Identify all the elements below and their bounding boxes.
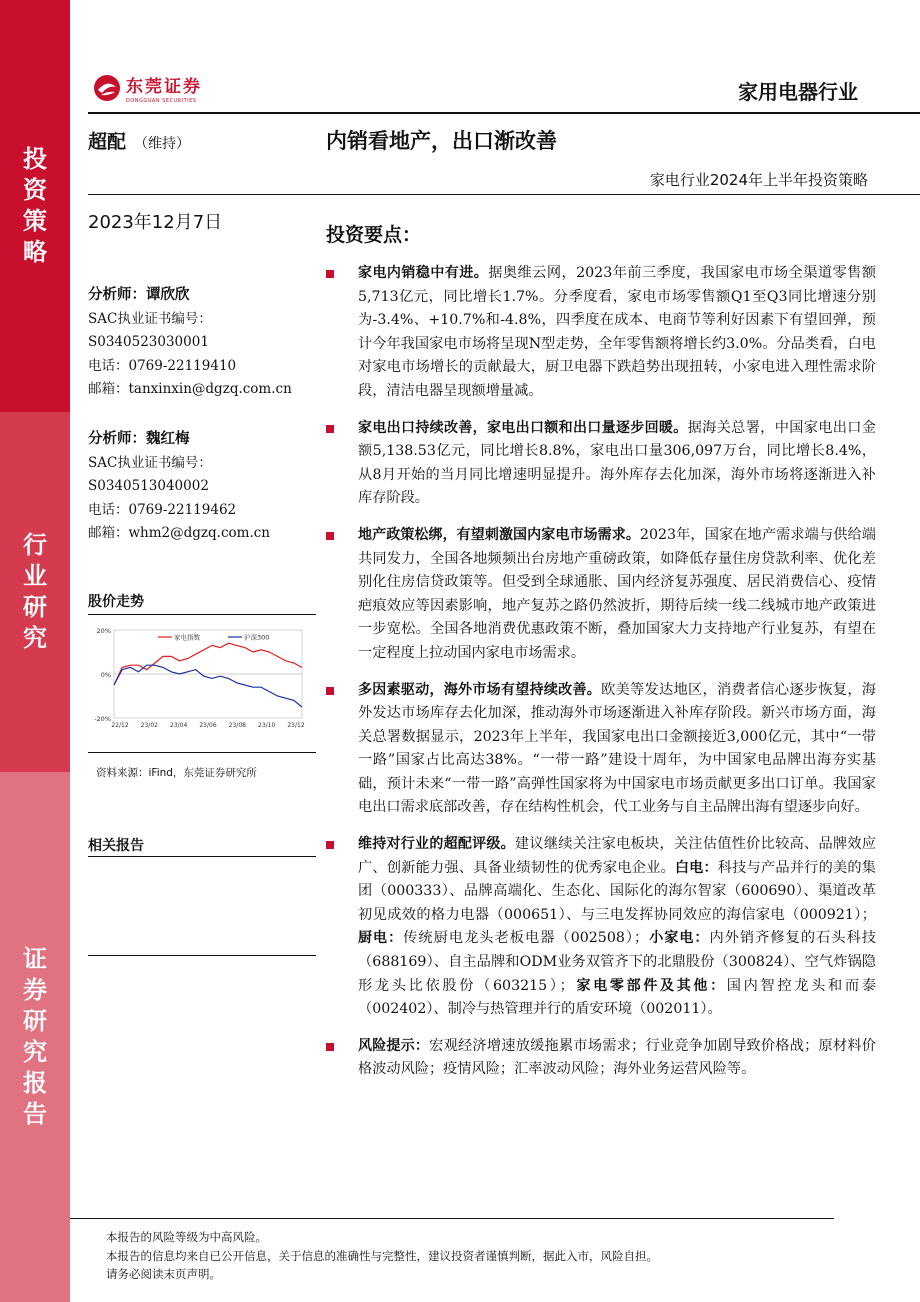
sidebar-label-report: 证 券 研 究 报 告	[23, 945, 47, 1128]
sub-sector-text: 传统厨电龙头老板电器（002508）；	[403, 930, 649, 947]
key-points-title: 投资要点：	[326, 224, 422, 246]
key-point-text: 2023年，国家在地产需求端与供给端共同发力，全国各地频频出台房地产重磅政策，如降低存量住房贷款利率、优化差别化住房信贷政策等。但受到全球通胀、国内经济复苏强度、居民消费信心、疫情疤痕效应等因素影响，地产复苏之路仍然波折，期待后续一线二线城市地产政策进一步宽松。全国各地消费优惠政策不断，叠加国家大力支持地产行业复苏，有望在一定程度上拉动国内家电市场需求。	[358, 526, 876, 661]
bullet-marker	[326, 425, 334, 433]
analyst-sac-label: SAC执业证书编号：	[88, 310, 212, 327]
analyst-email: 邮箱：tanxinxin@dgzq.com.cn	[88, 381, 292, 397]
y-tick-label: -20%	[94, 715, 111, 723]
key-point	[326, 524, 876, 666]
x-tick-label: 23/04	[170, 722, 188, 729]
analyst-phone: 电话：0769-22119462	[88, 501, 237, 518]
rating-sub: （维持）	[134, 136, 191, 152]
analyst-sac-no: S0340523030001	[88, 334, 209, 350]
industry-name: 家用电器行业	[738, 80, 858, 104]
title-divider	[88, 194, 920, 195]
analyst-email: 邮箱：whm2@dgzq.com.cn	[88, 525, 271, 541]
x-tick-label: 23/02	[140, 722, 158, 729]
footer-disclaimer	[106, 1228, 658, 1284]
key-point-text: 欧美等发达地区，消费者信心逐步恢复，海外发达市场库存去化加深，推动海外市场逐渐进入补库存阶段。新兴市场方面，海关总署数据显示，2023年上半年，我国家电出口金额接近3,000亿元，其中“一带一路”国家占比高达38%。“一带一路”建设十周年，为中国家电品牌出海夯实基础，预计未来“一带一路”高弹性国家将为中国家电市场贡献更多出口订单。我国家电出口需求底部改善，存在结构性机会，代工业务与自主品牌出海有望逐步向好。	[358, 681, 876, 816]
price-chart-svg	[88, 620, 316, 742]
analyst-sac-label: SAC执业证书编号：	[88, 454, 212, 471]
sidebar-section-industry	[0, 412, 70, 772]
series-line-1	[114, 665, 302, 707]
rating-value: 超配	[88, 131, 127, 153]
sidebar-label-strategy: 投 资 策 略	[23, 145, 47, 266]
price-chart	[88, 620, 316, 742]
key-point-lead: 家电内销稳中有进。	[358, 265, 489, 281]
series-line-0	[114, 643, 302, 685]
key-point-lead: 风险提示：	[358, 1037, 430, 1054]
report-sidebar	[0, 0, 70, 1302]
y-tick-label: 20%	[96, 627, 111, 635]
analyst-phone: 电话：0769-22119410	[88, 357, 237, 374]
x-tick-label: 23/12	[287, 722, 305, 729]
chart-bottom-divider	[88, 752, 316, 753]
footer-divider	[70, 1218, 834, 1219]
sub-sector-label: 小家电：	[648, 930, 710, 947]
sidebar-label-industry: 行 业 研 究	[23, 531, 47, 652]
related-divider-top	[88, 856, 316, 857]
brand-name-cn: 东莞证券	[126, 77, 202, 97]
key-point-lead: 地产政策松绑，有望刺激国内家电市场需求。	[358, 526, 640, 543]
brand-name-en: DONGGUAN SECURITIES	[126, 98, 197, 104]
footer-line: 本报告的风险等级为中高风险。	[106, 1230, 267, 1244]
analyst-name: 分析师：谭欣欣	[88, 287, 190, 303]
key-point-lead: 多因素驱动，海外市场有望持续改善。	[358, 681, 602, 698]
bullet-marker	[326, 532, 334, 540]
bullet-marker	[326, 687, 334, 695]
report-date: 2023年12月7日	[88, 212, 223, 233]
related-reports-title: 相关报告	[88, 838, 144, 854]
analyst-block-2	[88, 428, 270, 546]
analyst-block-1	[88, 284, 292, 402]
key-point-text: 据奥维云网，2023年前三季度，我国家电市场全渠道零售额5,713亿元，同比增长1.7%。分季度看，家电市场零售额Q1至Q3同比增速分别为-3.4%、+10.7%和-4.8%，四季度在成本、电商节等利好因素下有望回弹，预计今年我国家电市场将呈现N型走势，全年零售额将增长约3.0%。分品类看，白电对家电市场增长的贡献最大，厨卫电器下跌趋势出现扭转，小家电进入理性需求阶段，清洁电器呈现额增量减。	[358, 265, 877, 399]
x-tick-label: 22/12	[111, 722, 129, 729]
rating	[88, 127, 190, 154]
key-point-text: 建议继续关注家电板块，关注估值性价比较高、品牌效应广、创新能力强、具备业绩韧性的优秀家电企业。	[358, 836, 876, 876]
legend-label-0: 家电指数	[174, 633, 200, 642]
x-tick-label: 23/08	[228, 722, 246, 729]
chart-source: 资料来源：iFind，东莞证券研究所	[96, 767, 257, 779]
legend-label-1: 沪深300	[244, 633, 270, 642]
sub-sector-text: 国内智控龙头和而泰（002402）、制冷与热管理并行的盾安环境（002011）。	[358, 977, 877, 1018]
price-trend-title: 股价走势	[88, 594, 144, 610]
sidebar-section-report	[0, 772, 70, 1302]
x-tick-label: 23/06	[199, 722, 217, 729]
header-divider	[88, 112, 920, 114]
key-point	[326, 262, 876, 404]
key-points-list	[326, 262, 876, 1095]
sub-sector-text: 科技与产品并行的美的集团（000333）、品牌高端化、生态化、国际化的海尔智家（600690）、渠道改革初见成效的格力电器（000651）、与三电发挥协同效应的海信家电（000921）；	[358, 859, 876, 923]
bullet-marker	[326, 270, 334, 278]
sub-sector-label: 厨电：	[358, 930, 404, 947]
analyst-sac-no: S0340513040002	[88, 478, 209, 494]
key-point	[326, 833, 876, 1022]
key-point-lead: 维持对行业的超配评级。	[358, 836, 515, 853]
key-point	[326, 1035, 876, 1082]
bullet-marker	[326, 841, 334, 849]
y-tick-label: 0%	[100, 671, 111, 679]
key-point-lead: 家电出口持续改善，家电出口额和出口量逐步回暖。	[358, 419, 688, 436]
footer-line: 本报告的信息均来自已公开信息，关于信息的准确性与完整性，建议投资者谨慎判断，据此入市，风险自担。	[106, 1248, 658, 1263]
sub-sector-text: 内外销齐修复的石头科技（688169）、自主品牌和ODM业务双管齐下的北鼎股份（300824）、空气炸锅隐形龙头比依股份（603215）；	[358, 930, 876, 994]
price-trend-divider	[88, 614, 316, 615]
bullet-marker	[326, 1043, 334, 1051]
sub-sector-label: 白电：	[675, 859, 718, 876]
report-title: 内销看地产，出口渐改善	[326, 129, 557, 153]
related-divider-bottom	[88, 955, 316, 956]
x-tick-label: 23/10	[258, 722, 276, 729]
brand-logo	[92, 72, 202, 104]
key-point	[326, 679, 876, 821]
footer-line: 请务必阅读末页声明。	[106, 1267, 221, 1281]
sub-sector-label: 家电零部件及其他：	[573, 977, 727, 994]
analyst-name: 分析师：魏红梅	[88, 431, 190, 447]
report-subtitle: 家电行业2024年上半年投资策略	[649, 171, 868, 189]
brand-logo-icon	[92, 73, 122, 103]
key-point-text: 据海关总署，中国家电出口金额5,138.53亿元，同比增长8.8%，家电出口量306,097万台，同比增长8.4%，从8月开始的当月同比增速明显提升。海外库存去化加深，海外市场将逐渐进入补库存阶段。	[358, 419, 876, 507]
key-point	[326, 417, 876, 511]
sidebar-section-strategy	[0, 0, 70, 412]
key-point-text: 宏观经济增速放缓拖累市场需求；行业竞争加剧导致价格战；原材料价格波动风险；疫情风险；汇率波动风险；海外业务运营风险等。	[358, 1037, 876, 1078]
